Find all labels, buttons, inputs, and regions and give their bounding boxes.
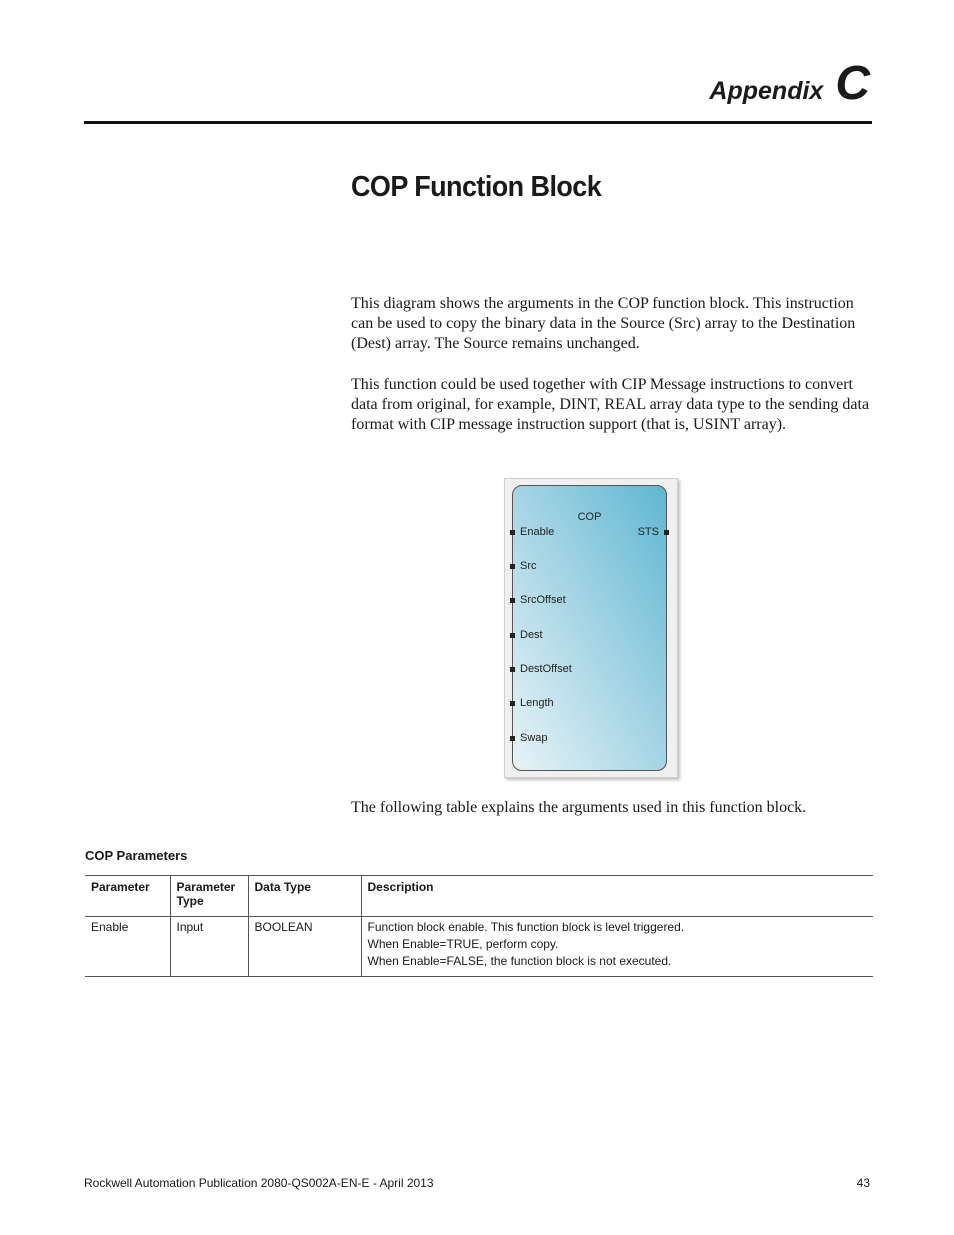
- table-row: [85, 917, 873, 977]
- function-block-figure: [504, 478, 678, 778]
- pin-sts: [638, 526, 659, 538]
- cop-function-block: [512, 485, 667, 771]
- pin-label: Src: [520, 560, 537, 572]
- pin-label: DestOffset: [520, 663, 572, 675]
- pin-connector: [510, 736, 515, 741]
- pin-label: SrcOffset: [520, 594, 566, 606]
- parameter-type-cell: Input: [170, 917, 248, 977]
- column-header: Parameter Type: [170, 876, 248, 917]
- pin-connector: [510, 701, 515, 706]
- header-rule: [84, 121, 872, 124]
- data-type-cell: BOOLEAN: [248, 917, 361, 977]
- parameters-table: [85, 875, 873, 977]
- parameter-cell: Enable: [91, 920, 129, 934]
- table-header-row: [85, 876, 873, 917]
- table-caption: COP Parameters: [85, 848, 188, 863]
- pin-src: [520, 560, 537, 572]
- column-header: Parameter: [91, 880, 150, 894]
- description-cell: [361, 917, 873, 977]
- pin-connector: [510, 598, 515, 603]
- pin-connector: [510, 530, 515, 535]
- pin-label: Enable: [520, 526, 555, 538]
- footer-publication: Rockwell Automation Publication 2080-QS002A-EN-E - April 2013: [84, 1176, 434, 1190]
- footer-page-number: 43: [856, 1176, 870, 1190]
- description-line: When Enable=FALSE, the function block is not executed.: [367, 954, 672, 968]
- pin-label: Length: [520, 697, 554, 709]
- pin-dest: [520, 629, 543, 641]
- intro-paragraph: This diagram shows the arguments in the COP function block. This instruction can be used to copy the binary data in the Source (Src) array to the Destination (Dest) array. The Source remains unchanged.: [351, 295, 856, 352]
- pin-label: Swap: [520, 732, 548, 744]
- description-line: When Enable=TRUE, perform copy.: [367, 937, 559, 951]
- appendix-letter: C: [835, 57, 870, 110]
- pin-enable: [520, 526, 554, 538]
- pin-label: Dest: [520, 629, 543, 641]
- appendix-word: Appendix: [709, 77, 824, 105]
- pin-connector: [510, 564, 515, 569]
- description-line: Function block enable. This function block is level triggered.: [367, 920, 685, 934]
- page-title: COP Function Block: [351, 171, 602, 203]
- column-header: Description: [361, 876, 873, 917]
- pin-swap: [520, 732, 548, 744]
- table-intro-paragraph: The following table explains the arguments used in this function block.: [351, 799, 807, 816]
- pin-destoffset: [520, 663, 572, 675]
- pin-connector: [510, 667, 515, 672]
- usage-paragraph: This function could be used together with CIP Message instructions to convert data from original, for example, DINT, REAL array data type to the sending data format with CIP message instruction support (that is, USINT array).: [351, 376, 870, 433]
- pin-length: [520, 697, 554, 709]
- appendix-heading: [709, 57, 870, 110]
- column-header: Data Type: [248, 876, 361, 917]
- pin-srcoffset: [520, 594, 566, 606]
- pin-label: STS: [637, 526, 659, 538]
- function-block-name: COP: [577, 511, 602, 523]
- pin-connector: [510, 633, 515, 638]
- pin-connector: [664, 530, 669, 535]
